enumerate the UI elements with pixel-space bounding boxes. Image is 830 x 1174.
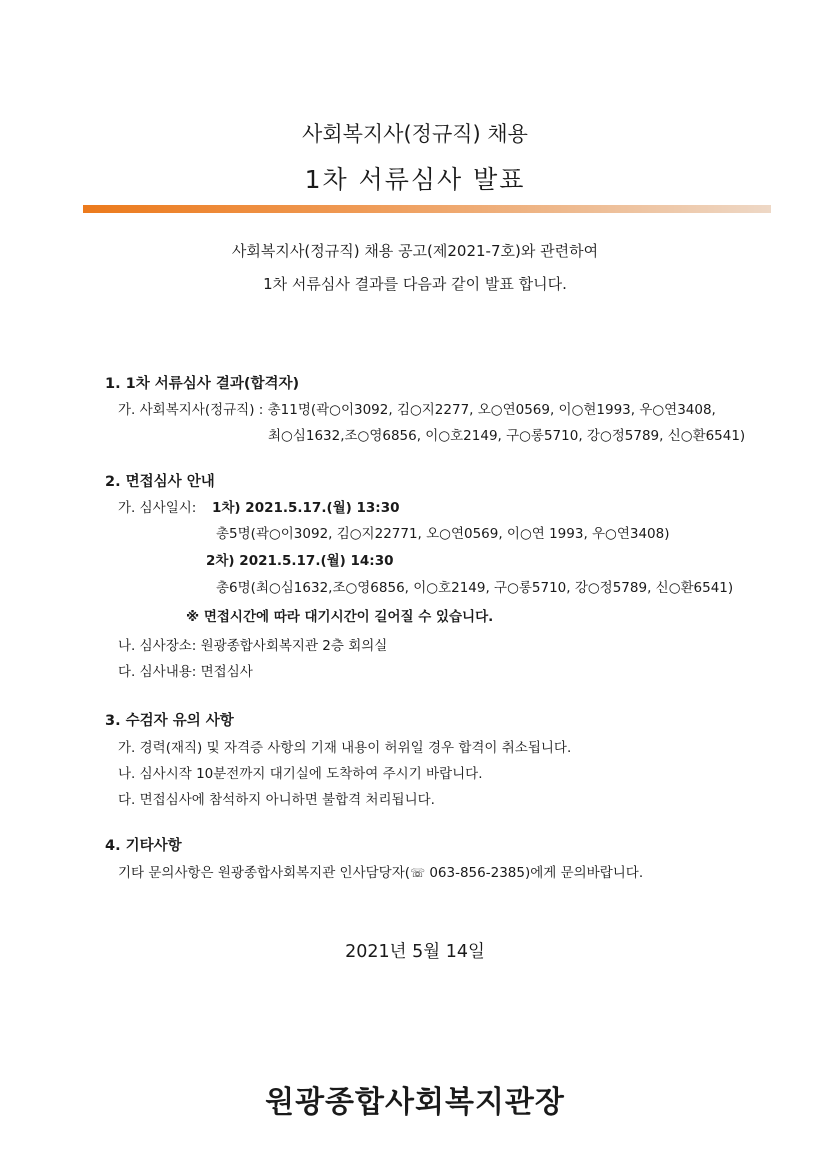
round1-datetime: 1차) 2021.5.17.(월) 13:30 <box>212 500 400 516</box>
section1-heading: 1. 1차 서류심사 결과(합격자) <box>105 376 300 392</box>
title-divider <box>83 205 771 213</box>
round1-candidate-list: 총5명(곽○이3092, 김○지22771, 오○연0569, 이○연 1993, 우○연3408) <box>216 526 670 542</box>
signer-name: 원광종합사회복지관장 <box>265 1085 565 1120</box>
section1-item-a-line2: 최○심1632,조○영6856, 이○호2149, 구○롱5710, 강○정5789, 신○환6541) <box>268 428 746 444</box>
intro-line-2: 1차 서류심사 결과를 다음과 같이 발표 합니다. <box>263 275 567 293</box>
section2-item-a-prefix: 가. 심사일시: <box>118 500 197 516</box>
phone-icon: ☏ <box>410 866 426 880</box>
section3-heading: 3. 수검자 유의 사항 <box>105 713 234 729</box>
document-subtitle: 1차 서류심사 발표 <box>304 165 526 194</box>
section4-heading: 4. 기타사항 <box>105 838 182 854</box>
contact-text-before: 기타 문의사항은 원광종합사회복지관 인사담당자( <box>118 865 411 881</box>
contact-text-after: 063-856-2385)에게 문의바랍니다. <box>425 865 644 881</box>
section2-item-c: 다. 심사내용: 면접심사 <box>118 664 253 680</box>
announcement-date: 2021년 5월 14일 <box>345 942 485 962</box>
section1-item-a-line1: 가. 사회복지사(정규직) : 총11명(곽○이3092, 김○지2277, 오○연0569, 이○현1993, 우○연3408, <box>118 402 716 418</box>
document-title: 사회복지사(정규직) 채용 <box>302 122 528 146</box>
round2-candidate-list: 총6명(최○심1632,조○영6856, 이○호2149, 구○롱5710, 강○정5789, 신○환6541) <box>216 580 734 596</box>
section4-contact-line <box>118 861 643 881</box>
section2-item-b: 나. 심사장소: 원광종합사회복지관 2층 회의실 <box>118 638 388 654</box>
section2-heading: 2. 면접심사 안내 <box>105 474 215 490</box>
section3-item-a: 가. 경력(재직) 및 자격증 사항의 기재 내용이 허위일 경우 합격이 취소됩니다. <box>118 740 572 756</box>
section3-item-b: 나. 심사시작 10분전까지 대기실에 도착하여 주시기 바랍니다. <box>118 766 483 782</box>
section3-item-c: 다. 면접심사에 참석하지 아니하면 불합격 처리됩니다. <box>118 792 435 808</box>
intro-line-1: 사회복지사(정규직) 채용 공고(제2021-7호)와 관련하여 <box>231 242 599 260</box>
waiting-time-note: ※ 면접시간에 따라 대기시간이 길어질 수 있습니다. <box>186 609 494 625</box>
round2-datetime: 2차) 2021.5.17.(월) 14:30 <box>206 553 394 569</box>
